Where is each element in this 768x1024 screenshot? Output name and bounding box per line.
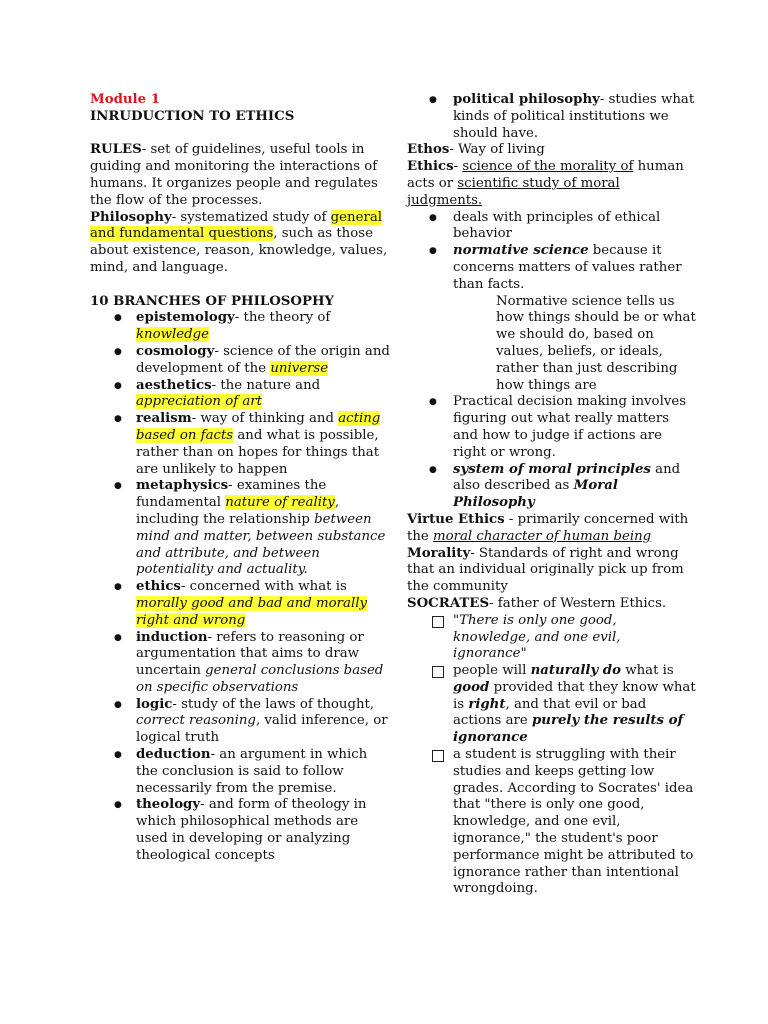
ethics-list-continued [407,394,697,512]
morality-definition: Morality- Standards of right and wrong that an individual originally pick up from the community [407,545,684,595]
virtue-ethics-definition: Virtue Ethics - primarily concerned with the moral character of human being [407,511,689,544]
list-item: ● cosmology- science of the origin and development of the universe [90,344,390,378]
list-item: ● aesthetics- the nature and appreciation of art [90,378,390,412]
normative-note: Normative science tells us how things should be or what we should do, based on values, beliefs, or ideals, rather than just describing how things are [496,293,696,393]
list-item: a student is struggling with their studies and keeps getting low grades. According to Socrates' idea that "there is only one good, knowledge, and one evil, ignorance," the student's poor performance might be attributed to ignorance rather than intentional wrongdoing. [407,747,697,898]
branches-heading: 10 BRANCHES OF PHILOSOPHY [90,293,335,309]
right-column [407,92,697,898]
left-column [90,92,390,865]
list-item: ● induction- refers to reasoning or argumentation that aims to draw uncertain general conclusions based on specific observations [90,630,390,697]
list-item: ● system of moral principles and also described as Moral Philosophy [407,462,697,512]
list-item: ● Practical decision making involves figuring out what really matters and how to judge if actions are right or wrong. [407,394,697,461]
list-item: people will naturally do what is good provided that they know what is right, and that evil or bad actions are purely the results of ignorance [407,663,697,747]
ethics-definition: Ethics- science of the morality of human acts or scientific study of moral judgments. [407,159,684,208]
list-item: ● realism- way of thinking and acting based on facts and what is possible, rather than on hopes for things that are unlikely to happen [90,411,390,478]
philosophy-definition: Philosophy- systematized study of general and fundamental questions, such as those about existence, reason, knowledge, values, mind, and language. [90,209,388,275]
ethos-definition: Ethos- Way of living [407,142,545,158]
list-item: "There is only one good, knowledge, and one evil, ignorance" [407,613,697,663]
socrates-definition: SOCRATES- father of Western Ethics. [407,595,667,611]
list-item: ● deals with principles of ethical behavior [407,210,697,244]
list-item: ● metaphysics- examines the fundamental nature of reality, including the relationship between mind and matter, between substance and attribute, and between potentiality and actuality. [90,478,390,579]
socrates-list [407,613,697,899]
branches-list [90,310,390,864]
list-item: ● political philosophy- studies what kinds of political institutions we should have. [407,92,697,142]
ethics-list [407,210,697,294]
list-item: ● ethics- concerned with what is morally good and bad and morally right and wrong [90,579,390,629]
rules-definition: RULES- set of guidelines, useful tools in guiding and monitoring the interactions of humans. It organizes people and regulates the flow of the processes. [90,142,378,208]
list-item: ● deduction- an argument in which the conclusion is said to follow necessarily from the premise. [90,747,390,797]
list-item: ● theology- and form of theology in which philosophical methods are used in developing or analyzing theological concepts [90,797,390,864]
list-item: ● normative science because it concerns matters of values rather than facts. [407,243,697,293]
political-list [407,92,697,142]
list-item: ● epistemology- the theory of knowledge [90,310,390,344]
page-title: INRUDUCTION TO ETHICS [90,108,295,124]
module-label: Module 1 [90,92,160,107]
list-item: ● logic- study of the laws of thought, correct reasoning, valid inference, or logical truth [90,697,390,747]
